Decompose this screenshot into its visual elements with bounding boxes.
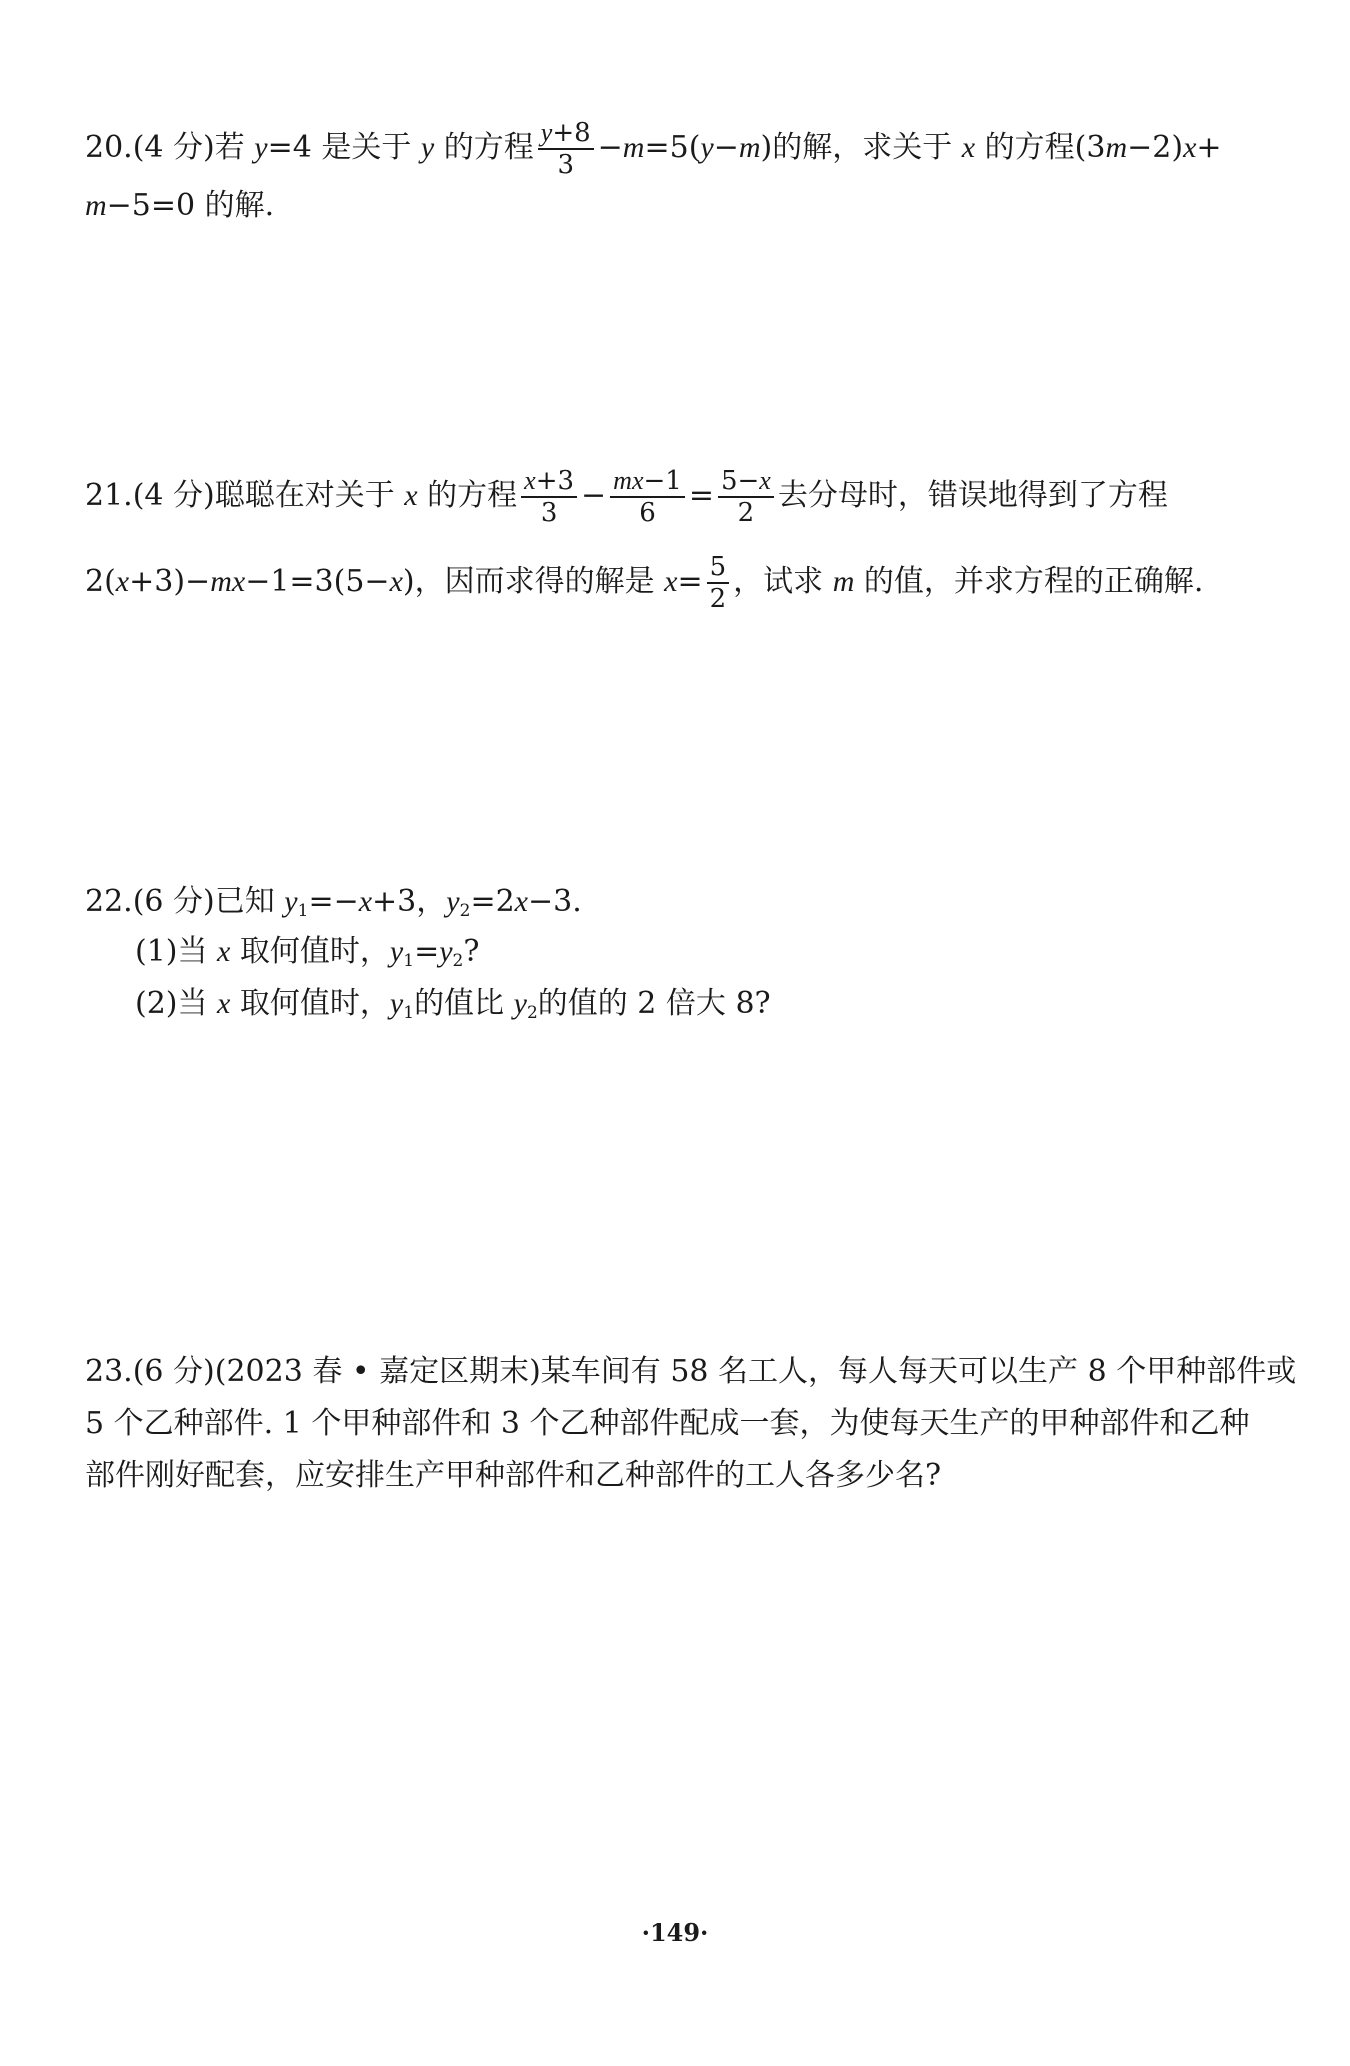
question-21-line-1: 21.(4 分)聪聪在对关于 x 的方程 $\frac{x+3}{3}$ − $\frac{mx-1}{6}$ = $\frac{5-x}{2}$ 去分母时，错误地得到了方程 — [85, 466, 1168, 528]
question-20-line-1: 20.(4 分)若 y=4 是关于 y 的方程 $\frac{y+8}{3}$ −m=5(y−m)的解，求关于 x 的方程(3m−2)x+ — [85, 118, 1222, 180]
fraction: $\frac{5}{2}$ — [707, 552, 730, 614]
question-20-line-2: m−5=0 的解. — [85, 188, 275, 223]
fraction: $\frac{y+8}{3}$ — [538, 118, 594, 180]
fraction: $\frac{5-x}{2}$ — [718, 466, 774, 528]
fraction: $\frac{mx-1}{6}$ — [610, 466, 685, 528]
question-21-line-2: 2(x+3)−mx−1=3(5−x)，因而求得的解是 x= $\frac{5}{2}$ ，试求 m 的值，并求方程的正确解. — [85, 552, 1204, 614]
question-22-part-2: (2)当 x 取何值时，$y_1$的值比 $y_2$的值的 2 倍大 8? — [135, 986, 771, 1023]
question-22-line-1: 22.(6 分)已知 $y_1=-x+3$，$y_2=2x-3$. — [85, 884, 582, 921]
question-23-line-3: 部件刚好配套，应安排生产甲种部件和乙种部件的工人各多少名? — [85, 1458, 942, 1493]
fraction: $\frac{x+3}{3}$ — [521, 466, 577, 528]
page-number: ·149· — [641, 1918, 709, 1947]
question-23-line-1: 23.(6 分)(2023 春 • 嘉定区期末)某车间有 58 名工人，每人每天可以生产 8 个甲种部件或 — [85, 1354, 1297, 1389]
question-23-line-2: 5 个乙种部件. 1 个甲种部件和 3 个乙种部件配成一套，为使每天生产的甲种部件和乙种 — [85, 1406, 1250, 1441]
question-22-part-1: (1)当 x 取何值时，$y_1=y_2$? — [135, 934, 480, 971]
